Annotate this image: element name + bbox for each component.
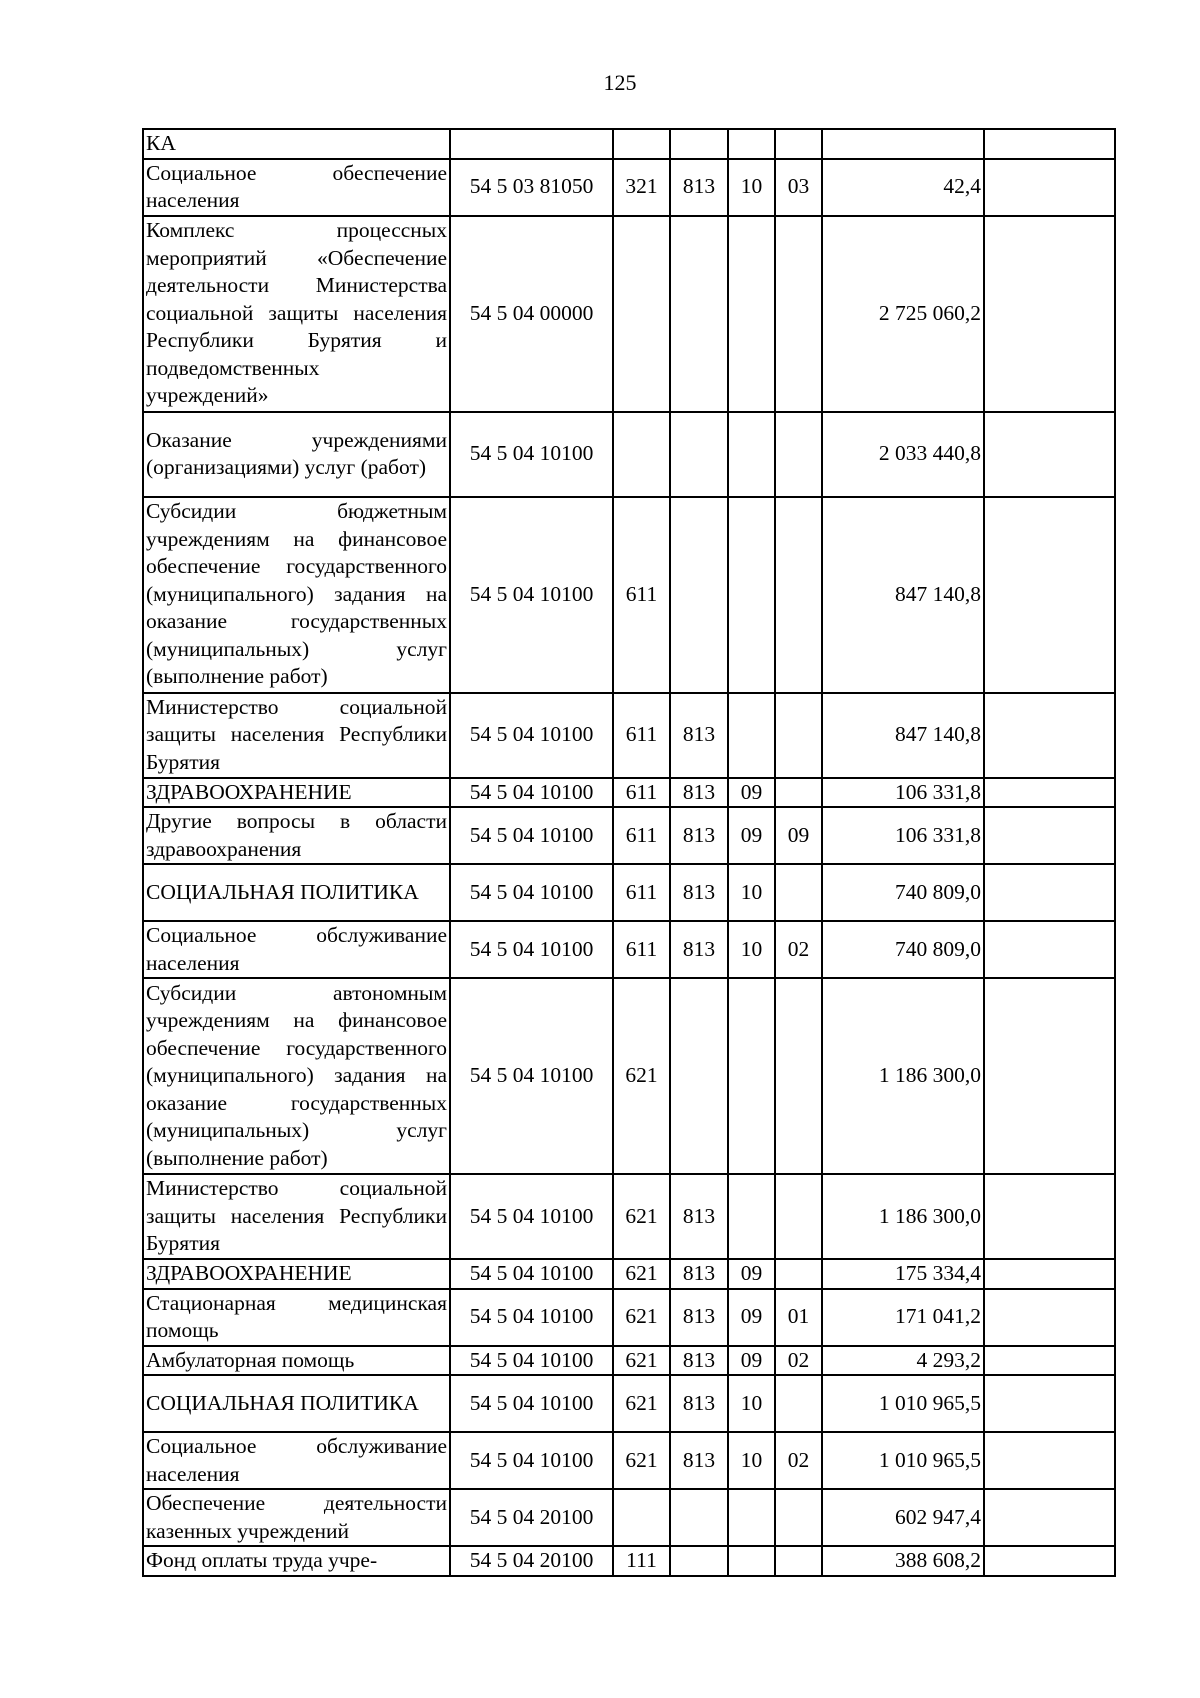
row-extra	[984, 497, 1115, 693]
row-amount: 740 809,0	[822, 864, 984, 921]
row-code: 54 5 04 10100	[450, 1346, 613, 1376]
row-amount: 1 010 965,5	[822, 1432, 984, 1489]
row-vr: 611	[613, 778, 670, 808]
row-vr: 621	[613, 1432, 670, 1489]
row-grbs: 813	[670, 864, 728, 921]
row-name: Амбулаторная помощь	[143, 1346, 450, 1376]
row-extra	[984, 864, 1115, 921]
row-name: Социальное обслуживание населения	[143, 921, 450, 978]
row-pr	[775, 129, 822, 159]
row-amount: 1 010 965,5	[822, 1375, 984, 1432]
row-rz: 09	[728, 1289, 775, 1346]
row-pr	[775, 864, 822, 921]
row-name: СОЦИАЛЬНАЯ ПОЛИТИКА	[143, 1375, 450, 1432]
row-vr: 621	[613, 1174, 670, 1259]
table-row	[143, 1546, 1115, 1576]
row-name: Стационарная медицинская помощь	[143, 1289, 450, 1346]
row-amount: 4 293,2	[822, 1346, 984, 1376]
row-grbs: 813	[670, 1432, 728, 1489]
row-name: Министерство социальной защиты населения Республики Бурятия	[143, 1174, 450, 1259]
row-amount: 2 033 440,8	[822, 412, 984, 497]
row-grbs: 813	[670, 159, 728, 216]
row-amount: 602 947,4	[822, 1489, 984, 1546]
row-vr	[613, 129, 670, 159]
row-amount: 42,4	[822, 159, 984, 216]
row-rz	[728, 412, 775, 497]
row-grbs: 813	[670, 1346, 728, 1376]
row-name: СОЦИАЛЬНАЯ ПОЛИТИКА	[143, 864, 450, 921]
page-number: 125	[603, 70, 637, 95]
row-code: 54 5 04 20100	[450, 1489, 613, 1546]
table-row	[143, 807, 1115, 864]
row-extra	[984, 1174, 1115, 1259]
table-row	[143, 1432, 1115, 1489]
row-pr	[775, 978, 822, 1174]
row-code: 54 5 04 10100	[450, 693, 613, 778]
row-grbs	[670, 129, 728, 159]
table-row	[143, 978, 1115, 1174]
table-row	[143, 921, 1115, 978]
row-vr	[613, 1489, 670, 1546]
table-row	[143, 129, 1115, 159]
row-extra	[984, 129, 1115, 159]
row-extra	[984, 978, 1115, 1174]
row-pr: 01	[775, 1289, 822, 1346]
table-row	[143, 778, 1115, 808]
row-pr: 09	[775, 807, 822, 864]
row-rz	[728, 693, 775, 778]
row-vr: 611	[613, 864, 670, 921]
row-code: 54 5 04 10100	[450, 1289, 613, 1346]
row-rz	[728, 129, 775, 159]
table-row	[143, 216, 1115, 412]
table-row	[143, 864, 1115, 921]
row-rz: 09	[728, 807, 775, 864]
row-extra	[984, 1375, 1115, 1432]
row-name: Субсидии бюджетным учреждениям на финансовое обеспечение государственного (муниципального) задания на оказание государственных (муниципальных) услуг (выполнение работ)	[143, 497, 450, 693]
row-grbs: 813	[670, 807, 728, 864]
row-rz: 10	[728, 159, 775, 216]
row-grbs: 813	[670, 778, 728, 808]
row-pr: 02	[775, 921, 822, 978]
row-vr: 621	[613, 978, 670, 1174]
row-extra	[984, 807, 1115, 864]
row-pr	[775, 216, 822, 412]
row-code: 54 5 04 10100	[450, 978, 613, 1174]
table-body	[143, 129, 1115, 1576]
row-name: ЗДРАВООХРАНЕНИЕ	[143, 1259, 450, 1289]
row-grbs	[670, 978, 728, 1174]
row-code: 54 5 04 10100	[450, 1174, 613, 1259]
row-extra	[984, 216, 1115, 412]
row-name: Социальное обслуживание населения	[143, 1432, 450, 1489]
row-code: 54 5 04 10100	[450, 412, 613, 497]
row-code: 54 5 04 10100	[450, 778, 613, 808]
row-vr: 621	[613, 1259, 670, 1289]
row-name: ЗДРАВООХРАНЕНИЕ	[143, 778, 450, 808]
table-row	[143, 159, 1115, 216]
row-grbs: 813	[670, 1174, 728, 1259]
row-extra	[984, 1289, 1115, 1346]
row-amount: 175 334,4	[822, 1259, 984, 1289]
row-amount: 1 186 300,0	[822, 978, 984, 1174]
row-name: Фонд оплаты труда учре-	[143, 1546, 450, 1576]
row-rz	[728, 1489, 775, 1546]
row-vr: 611	[613, 497, 670, 693]
row-code	[450, 129, 613, 159]
row-vr: 621	[613, 1375, 670, 1432]
table-row	[143, 1259, 1115, 1289]
row-pr	[775, 1489, 822, 1546]
row-code: 54 5 04 10100	[450, 864, 613, 921]
row-amount: 106 331,8	[822, 807, 984, 864]
row-amount	[822, 129, 984, 159]
row-pr	[775, 1259, 822, 1289]
row-code: 54 5 03 81050	[450, 159, 613, 216]
row-rz: 10	[728, 864, 775, 921]
row-extra	[984, 412, 1115, 497]
row-grbs	[670, 1546, 728, 1576]
row-pr	[775, 1546, 822, 1576]
row-amount: 388 608,2	[822, 1546, 984, 1576]
row-rz	[728, 1546, 775, 1576]
row-grbs: 813	[670, 1289, 728, 1346]
row-code: 54 5 04 10100	[450, 1259, 613, 1289]
row-code: 54 5 04 10100	[450, 497, 613, 693]
row-vr: 611	[613, 807, 670, 864]
row-amount: 2 725 060,2	[822, 216, 984, 412]
row-grbs: 813	[670, 693, 728, 778]
table-row	[143, 497, 1115, 693]
row-grbs	[670, 497, 728, 693]
row-extra	[984, 1489, 1115, 1546]
row-vr: 621	[613, 1289, 670, 1346]
row-rz	[728, 497, 775, 693]
row-extra	[984, 1259, 1115, 1289]
row-extra	[984, 1346, 1115, 1376]
row-rz: 09	[728, 1259, 775, 1289]
row-code: 54 5 04 10100	[450, 921, 613, 978]
table-row	[143, 1489, 1115, 1546]
row-rz: 10	[728, 921, 775, 978]
row-pr	[775, 1375, 822, 1432]
row-pr	[775, 1174, 822, 1259]
row-grbs	[670, 216, 728, 412]
row-name: Обеспечение деятельности казенных учреждений	[143, 1489, 450, 1546]
row-name: Комплекс процессных мероприятий «Обеспечение деятельности Министерства социальной защиты населения Республики Бурятия и подведомственных учреждений»	[143, 216, 450, 412]
table-row	[143, 1174, 1115, 1259]
row-extra	[984, 921, 1115, 978]
row-rz	[728, 978, 775, 1174]
row-vr: 321	[613, 159, 670, 216]
row-grbs: 813	[670, 1375, 728, 1432]
row-name: Другие вопросы в области здравоохранения	[143, 807, 450, 864]
row-vr: 611	[613, 921, 670, 978]
row-rz: 10	[728, 1375, 775, 1432]
row-amount: 847 140,8	[822, 497, 984, 693]
table-row	[143, 1289, 1115, 1346]
row-name: КА	[143, 129, 450, 159]
row-grbs: 813	[670, 921, 728, 978]
row-name: Министерство социальной защиты населения Республики Бурятия	[143, 693, 450, 778]
row-pr	[775, 412, 822, 497]
row-amount: 106 331,8	[822, 778, 984, 808]
row-amount: 740 809,0	[822, 921, 984, 978]
row-code: 54 5 04 10100	[450, 1375, 613, 1432]
budget-table	[142, 128, 1116, 1577]
row-vr: 611	[613, 693, 670, 778]
row-name: Социальное обеспечение населения	[143, 159, 450, 216]
row-rz	[728, 216, 775, 412]
row-rz: 10	[728, 1432, 775, 1489]
row-grbs	[670, 1489, 728, 1546]
row-code: 54 5 04 10100	[450, 1432, 613, 1489]
row-pr: 03	[775, 159, 822, 216]
row-amount: 171 041,2	[822, 1289, 984, 1346]
row-extra	[984, 778, 1115, 808]
row-extra	[984, 1432, 1115, 1489]
row-extra	[984, 1546, 1115, 1576]
table-row	[143, 1375, 1115, 1432]
row-pr	[775, 778, 822, 808]
row-rz	[728, 1174, 775, 1259]
row-grbs: 813	[670, 1259, 728, 1289]
row-pr	[775, 497, 822, 693]
row-pr: 02	[775, 1346, 822, 1376]
row-name: Оказание учреждениями (организациями) услуг (работ)	[143, 412, 450, 497]
row-pr	[775, 693, 822, 778]
row-code: 54 5 04 10100	[450, 807, 613, 864]
row-vr: 621	[613, 1346, 670, 1376]
table-row	[143, 693, 1115, 778]
row-code: 54 5 04 20100	[450, 1546, 613, 1576]
row-amount: 1 186 300,0	[822, 1174, 984, 1259]
row-grbs	[670, 412, 728, 497]
row-code: 54 5 04 00000	[450, 216, 613, 412]
row-name: Субсидии автономным учреждениям на финансовое обеспечение государственного (муниципального) задания на оказание государственных (муниципальных) услуг (выполнение работ)	[143, 978, 450, 1174]
row-extra	[984, 693, 1115, 778]
row-amount: 847 140,8	[822, 693, 984, 778]
row-vr	[613, 216, 670, 412]
row-rz: 09	[728, 778, 775, 808]
row-extra	[984, 159, 1115, 216]
table-row	[143, 412, 1115, 497]
row-vr: 111	[613, 1546, 670, 1576]
row-vr	[613, 412, 670, 497]
table-row	[143, 1346, 1115, 1376]
row-rz: 09	[728, 1346, 775, 1376]
row-pr: 02	[775, 1432, 822, 1489]
